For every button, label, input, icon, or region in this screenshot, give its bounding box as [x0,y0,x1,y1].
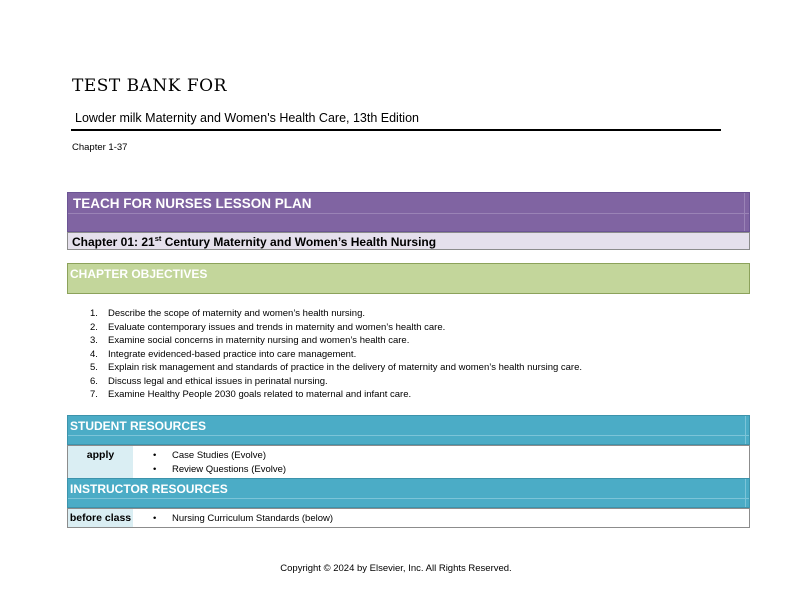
list-item: • Review Questions (Evolve) [153,463,286,477]
chapter-title-row [67,232,750,250]
chapter-title [72,234,436,249]
list-item [90,321,582,335]
list-item [90,307,582,321]
list-item [90,334,582,348]
student-resources-row [67,445,750,479]
list-item-number: 2. [90,321,98,333]
resource-label: before class [69,512,132,524]
resource-label: apply [86,449,115,461]
objectives-list [90,307,582,402]
chapter-title-ordinal: st [154,234,162,243]
list-item-number: 1. [90,308,98,319]
header-rule [68,213,749,214]
title-divider [71,129,721,131]
list-item [90,348,582,362]
header-rule [68,498,749,499]
student-resources-header-text: STUDENT RESOURCES [70,419,207,433]
list-item-text: Discuss legal and ethical issues in perinatal nursing. [108,375,328,387]
list-item-number: 6. [90,375,98,387]
list-item [90,388,582,402]
list-item: • Nursing Curriculum Standards (below) [153,512,333,526]
resource-label-cell [68,509,133,527]
list-item-text: Examine social concerns in maternity nursing and women’s health care. [108,335,410,346]
lesson-plan-header [67,192,750,232]
list-item-text: Explain risk management and standards of practice in the delivery of maternity and women’s health nursing care. [108,362,583,373]
list-item-text: Evaluate contemporary issues and trends in maternity and women’s health care. [108,321,446,333]
student-resources-list [153,449,286,477]
instructor-resources-row [67,508,750,528]
header-rule [68,435,749,436]
header-cell-divider [744,193,745,231]
chapter-objectives-header-text: CHAPTER OBJECTIVES [70,267,208,281]
instructor-resources-header [67,478,750,508]
resource-label-cell [68,446,133,478]
instructor-resources-list [153,512,333,526]
document-title: TEST BANK FOR [72,76,227,96]
chapter-title-prefix: Chapter 01: 21 [72,235,155,249]
list-item [90,375,582,389]
copyright-footer: Copyright © 2024 by Elsevier, Inc. All Rights Reserved. [280,563,512,574]
list-item-number: 3. [90,335,98,346]
instructor-resources-header-text: INSTRUCTOR RESOURCES [70,482,228,496]
list-item-text: Describe the scope of maternity and women’s health nursing. [108,308,365,319]
list-item-text: Integrate evidenced-based practice into care management. [108,348,357,360]
list-item [90,361,582,375]
list-item-text: Examine Healthy People 2030 goals related to maternal and infant care. [108,389,412,400]
chapter-title-suffix: Century Maternity and Women’s Health Nursing [161,235,437,249]
student-resources-header [67,415,750,445]
chapter-range: Chapter 1-37 [72,142,128,153]
list-item: • Case Studies (Evolve) [153,449,286,463]
book-title: Lowder milk Maternity and Women's Health Care, 13th Edition [75,111,419,125]
chapter-objectives-header [67,263,750,294]
list-item-number: 7. [90,389,98,400]
header-cell-divider [745,479,746,507]
list-item-number: 4. [90,348,98,360]
header-cell-divider [745,416,746,444]
list-item-number: 5. [90,362,98,373]
lesson-plan-header-text: TEACH FOR NURSES LESSON PLAN [73,196,312,211]
